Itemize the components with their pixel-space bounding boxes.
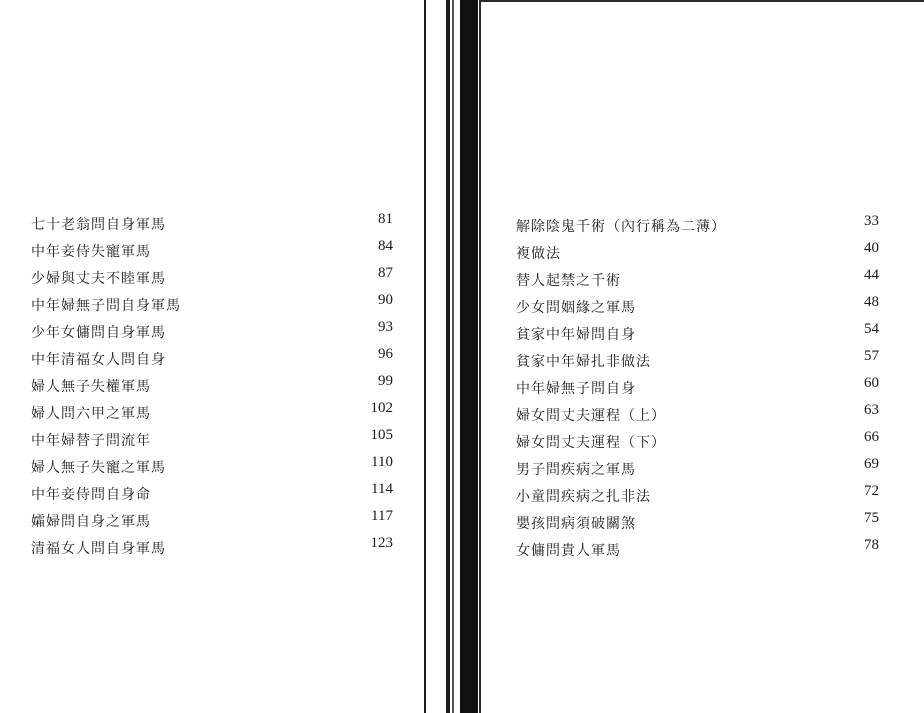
toc-entry-page: 110 [371, 454, 393, 470]
toc-entry-title: 中年婦替子問流年 [31, 433, 151, 449]
book-spine-gutter [418, 0, 479, 713]
toc-entry-page: 72 [864, 483, 879, 499]
toc-entry-title: 中年婦無子問自身 [516, 381, 636, 397]
toc-entry-page: 48 [864, 294, 879, 310]
toc-entry-page: 33 [864, 213, 879, 229]
toc-entry [31, 426, 393, 453]
toc-entry [516, 428, 879, 455]
toc-entry [516, 455, 879, 482]
toc-entry-page: 87 [378, 265, 393, 281]
toc-entry-title: 中年妾侍失寵軍馬 [31, 244, 151, 260]
toc-entry-page: 66 [864, 429, 879, 445]
toc-entry-page: 96 [378, 346, 393, 362]
toc-entry-page: 117 [371, 508, 393, 524]
toc-entry [31, 453, 393, 480]
toc-entry [31, 318, 393, 345]
toc-entry-title: 貧家中年婦扎非做法 [516, 354, 651, 370]
toc-entry [516, 266, 879, 293]
left-page [0, 0, 418, 713]
right-toc-list [516, 212, 879, 563]
toc-entry-page: 105 [370, 427, 393, 443]
right-page [479, 0, 924, 713]
toc-entry-title: 少年女傭問自身軍馬 [31, 325, 166, 341]
toc-entry-page: 75 [864, 510, 879, 526]
toc-entry-title: 孀婦問自身之軍馬 [31, 514, 151, 530]
toc-entry-title: 少婦與丈夫不睦軍馬 [31, 271, 166, 287]
toc-entry [516, 536, 879, 563]
toc-entry [31, 534, 393, 561]
toc-entry-title: 貧家中年婦問自身 [516, 327, 636, 343]
toc-entry [31, 237, 393, 264]
toc-entry-page: 99 [378, 373, 393, 389]
toc-entry [516, 212, 879, 239]
toc-entry [31, 345, 393, 372]
toc-entry-title: 女傭問貴人軍馬 [516, 543, 621, 559]
toc-entry-page: 54 [864, 321, 879, 337]
toc-entry-title: 七十老翁問自身軍馬 [31, 217, 166, 233]
toc-entry [31, 291, 393, 318]
toc-entry-title: 替人起禁之千術 [516, 273, 621, 289]
toc-entry-title: 男子問疾病之軍馬 [516, 462, 636, 478]
gutter-line [452, 0, 454, 713]
toc-entry [516, 482, 879, 509]
toc-entry-page: 81 [378, 211, 393, 227]
toc-entry-page: 93 [378, 319, 393, 335]
toc-entry-title: 小童問疾病之扎非法 [516, 489, 651, 505]
toc-entry [31, 399, 393, 426]
toc-entry-page: 44 [864, 267, 879, 283]
toc-entry-page: 57 [864, 348, 879, 364]
toc-entry-title: 中年妾侍問自身命 [31, 487, 151, 503]
toc-entry [31, 210, 393, 237]
toc-entry-title: 嬰孩問病須破關煞 [516, 516, 636, 532]
toc-entry [516, 509, 879, 536]
toc-entry [31, 480, 393, 507]
toc-entry [31, 507, 393, 534]
toc-entry-title: 解除陰鬼千術（內行稱為二薄） [516, 219, 726, 235]
toc-entry-title: 婦人問六甲之軍馬 [31, 406, 151, 422]
toc-entry [516, 374, 879, 401]
toc-entry-title: 婦人無子失權軍馬 [31, 379, 151, 395]
toc-entry [516, 293, 879, 320]
toc-entry-page: 123 [370, 535, 393, 551]
toc-entry-page: 60 [864, 375, 879, 391]
gutter-line [446, 0, 450, 713]
toc-entry [516, 347, 879, 374]
left-toc-list [31, 210, 393, 561]
toc-entry [516, 401, 879, 428]
toc-entry-title: 清福女人問自身軍馬 [31, 541, 166, 557]
toc-entry-title: 婦女問丈夫運程（下） [516, 435, 666, 451]
toc-entry-page: 78 [864, 537, 879, 553]
toc-entry-page: 90 [378, 292, 393, 308]
toc-entry-page: 114 [371, 481, 393, 497]
gutter-shadow [460, 0, 478, 713]
toc-entry-title: 中年婦無子問自身軍馬 [31, 298, 181, 314]
toc-entry-page: 84 [378, 238, 393, 254]
gutter-line [424, 0, 426, 713]
toc-entry-title: 複做法 [516, 246, 561, 262]
toc-entry [31, 264, 393, 291]
toc-entry [516, 239, 879, 266]
toc-entry-page: 69 [864, 456, 879, 472]
toc-entry-page: 40 [864, 240, 879, 256]
toc-entry-title: 婦人無子失寵之軍馬 [31, 460, 166, 476]
toc-entry-page: 102 [370, 400, 393, 416]
toc-entry-title: 中年清福女人問自身 [31, 352, 166, 368]
toc-entry [31, 372, 393, 399]
toc-entry-page: 63 [864, 402, 879, 418]
toc-entry-title: 少女問姻緣之軍馬 [516, 300, 636, 316]
toc-entry [516, 320, 879, 347]
toc-entry-title: 婦女問丈夫運程（上） [516, 408, 666, 424]
